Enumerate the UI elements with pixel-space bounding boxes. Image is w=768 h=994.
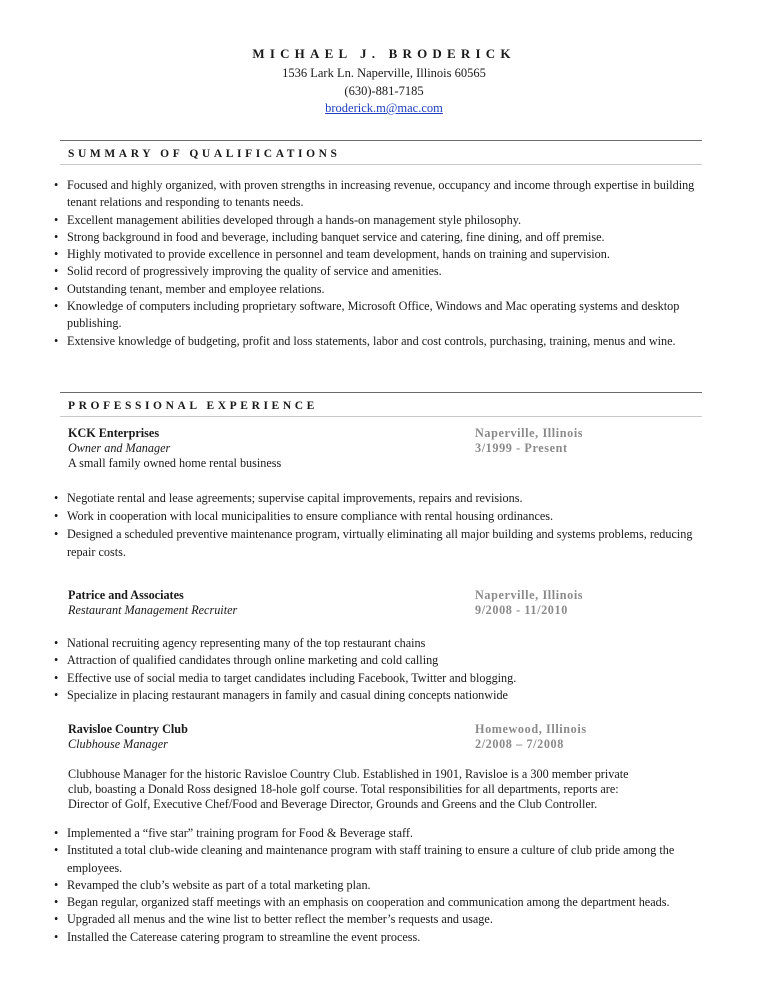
job-header — [68, 588, 708, 603]
list-item: • Negotiate rental and lease agreements; supervise capital improvements, repairs and revisions. — [54, 489, 714, 507]
job-dates: 9/2008 - 11/2010 — [475, 603, 568, 617]
job-header — [68, 426, 708, 441]
list-item: • Attraction of qualified candidates through online marketing and cold calling — [54, 652, 714, 669]
experience-title: PROFESSIONAL EXPERIENCE — [68, 400, 318, 412]
list-item: • Began regular, organized staff meetings with an emphasis on cooperation and communication among the department heads. — [54, 894, 714, 911]
section-rule — [60, 140, 702, 141]
list-item: • Extensive knowledge of budgeting, profit and loss statements, labor and cost controls, purchasing, training, menus and wine. — [54, 333, 714, 350]
list-item: • Installed the Caterease catering program to streamline the event process. — [54, 929, 714, 946]
job-paragraph — [68, 767, 708, 812]
list-item: • Work in cooperation with local municipalities to ensure compliance with rental housing ordinances. — [54, 507, 714, 525]
paragraph-line: Director of Golf, Executive Chef/Food and Beverage Director, Grounds and Greens and the Club Controller. — [68, 797, 598, 811]
list-item: • Knowledge of computers including proprietary software, Microsoft Office, Windows and Mac operating systems and desktop publishing. — [54, 298, 714, 333]
list-item: • Highly motivated to provide excellence in personnel and team development, hands on training and supervision. — [54, 246, 714, 263]
list-item: • Revamped the club’s website as part of a total marketing plan. — [54, 877, 714, 894]
list-item: • Instituted a total club-wide cleaning and maintenance program with staff training to ensure a culture of club pride among the employees. — [54, 842, 714, 877]
list-item: • Strong background in food and beverage, including banquet service and catering, fine dining, and off premise. — [54, 229, 714, 246]
list-item: • Excellent management abilities developed through a hands-on management style philosophy. — [54, 212, 714, 229]
section-rule-light — [60, 164, 702, 165]
list-item: • Implemented a “five star” training program for Food & Beverage staff. — [54, 825, 714, 842]
job-bullets — [54, 635, 714, 704]
job-role: Owner and Manager — [68, 441, 171, 455]
phone-number: (630)-881-7185 — [344, 84, 424, 98]
list-item: • Solid record of progressively improving the quality of service and amenities. — [54, 263, 714, 280]
job-role: Restaurant Management Recruiter — [68, 603, 238, 617]
job-description-row — [68, 456, 708, 471]
summary-list — [54, 177, 714, 350]
job-dates: 2/2008 – 7/2008 — [475, 737, 564, 751]
list-item: • Designed a scheduled preventive maintenance program, virtually eliminating all major building and systems problems, reducing repair costs. — [54, 525, 714, 561]
address: 1536 Lark Ln. Naperville, Illinois 60565 — [282, 66, 486, 80]
job-description: A small family owned home rental business — [68, 456, 282, 470]
list-item: • Outstanding tenant, member and employee relations. — [54, 281, 714, 298]
summary-title: SUMMARY OF QUALIFICATIONS — [68, 148, 341, 160]
list-item: • Specialize in placing restaurant managers in family and casual dining concepts nationwide — [54, 687, 714, 704]
job-bullets — [54, 489, 714, 561]
list-item: • Focused and highly organized, with proven strengths in increasing revenue, occupancy and income through expertise in building tenant relations and responding to tenants needs. — [54, 177, 714, 212]
company-name: KCK Enterprises — [68, 426, 160, 440]
company-name: Patrice and Associates — [68, 588, 184, 602]
job-location: Naperville, Illinois — [475, 426, 584, 440]
company-name: Ravisloe Country Club — [68, 722, 188, 736]
email-line — [0, 100, 768, 117]
email-link[interactable]: broderick.m@mac.com — [325, 101, 443, 115]
paragraph-line: Clubhouse Manager for the historic Ravisloe Country Club. Established in 1901, Ravisloe is a 300 member private — [68, 767, 629, 781]
job-role: Clubhouse Manager — [68, 737, 168, 751]
list-item: • National recruiting agency representing many of the top restaurant chains — [54, 635, 714, 652]
job-header — [68, 722, 708, 737]
job-dates: 3/1999 - Present — [475, 441, 568, 455]
job-subheader — [68, 737, 708, 752]
job-bullets — [54, 825, 714, 946]
list-item: • Effective use of social media to target candidates including Facebook, Twitter and blogging. — [54, 670, 714, 687]
job-location: Naperville, Illinois — [475, 588, 584, 602]
job-subheader — [68, 603, 708, 618]
job-subheader — [68, 441, 708, 456]
paragraph-line: club, boasting a Donald Ross designed 18-hole golf course. Total responsibilities for all departments, reports are: — [68, 782, 619, 796]
section-rule — [60, 392, 702, 393]
section-rule-light — [60, 416, 702, 417]
job-location: Homewood, Illinois — [475, 722, 587, 736]
candidate-name: MICHAEL J. BRODERICK — [252, 46, 516, 61]
list-item: • Upgraded all menus and the wine list to better reflect the member’s requests and usage. — [54, 911, 714, 928]
